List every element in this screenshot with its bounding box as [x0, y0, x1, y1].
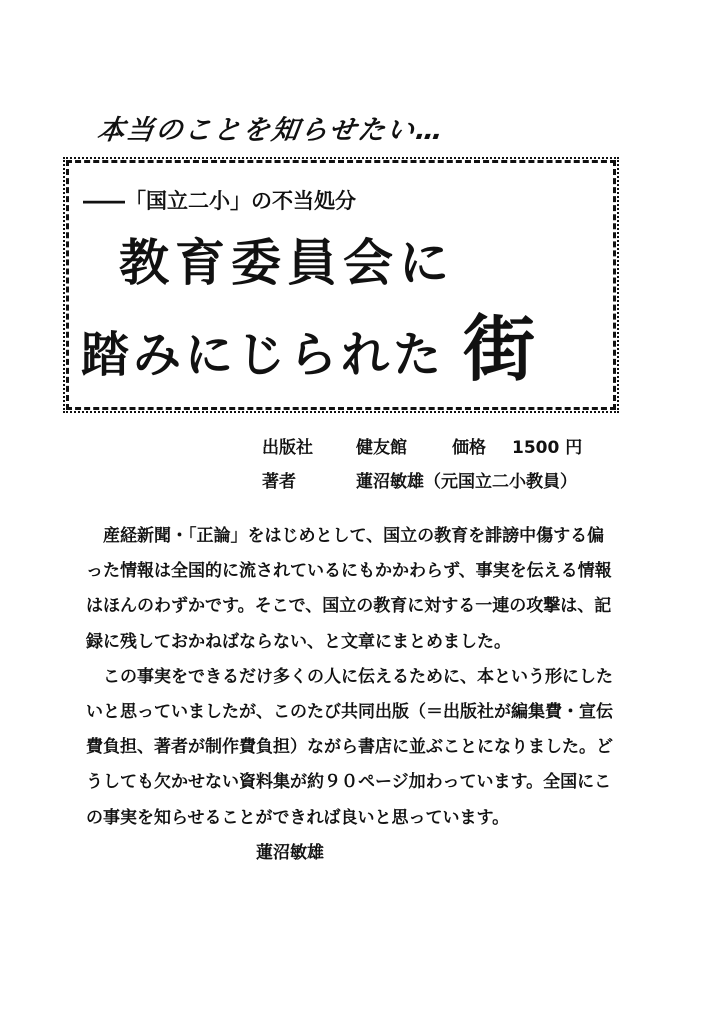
publisher-row: [262, 428, 582, 462]
subtitle: ――「国立二小」の不当処分: [83, 189, 356, 213]
main-title-big-char: 街: [463, 307, 540, 391]
price-value: 1500 円: [512, 437, 583, 458]
body-text: [86, 519, 620, 871]
tagline: 本当のことを知らせたい…: [95, 115, 447, 146]
title-box: [66, 160, 616, 410]
paragraph-1: 産経新聞・「正論」をはじめとして、国立の教育を誹謗中傷する偏った情報は全国的に流されているにもかかわらず、事実を伝える情報はほんのわずかです。そこで、国立の教育に対する一連の攻撃は、記録に残しておかねばならない、と文章にまとめました。: [86, 526, 612, 652]
publisher-name: 健友館: [356, 437, 407, 458]
author-name: 蓮沼敏雄（元国立二小教員）: [356, 471, 577, 492]
main-title-line1: 教育委員会に: [119, 234, 455, 292]
paragraph-2-text: この事実をできるだけ多くの人に伝えるために、本という形にしたいと思っていましたが、このたび共同出版（＝出版社が編集費・宣伝費負担、著者が制作費負担）ながら書店に並ぶことになりました。どうしても欠かせない資料集が約９０ページ加わっています。全国にこの事実を知らせることができれば良いと思っています。: [86, 666, 613, 828]
signature: 蓮沼敏雄: [256, 842, 324, 863]
author-row: [262, 462, 582, 496]
price-label: 価格: [452, 437, 486, 458]
main-title-line2-text: 踏みにじられた: [81, 327, 446, 383]
publication-info: [262, 428, 582, 496]
author-label: 著者: [262, 471, 296, 492]
main-title-line2: [81, 307, 540, 391]
publisher-label: 出版社: [262, 437, 313, 458]
paragraph-2: [86, 660, 620, 871]
